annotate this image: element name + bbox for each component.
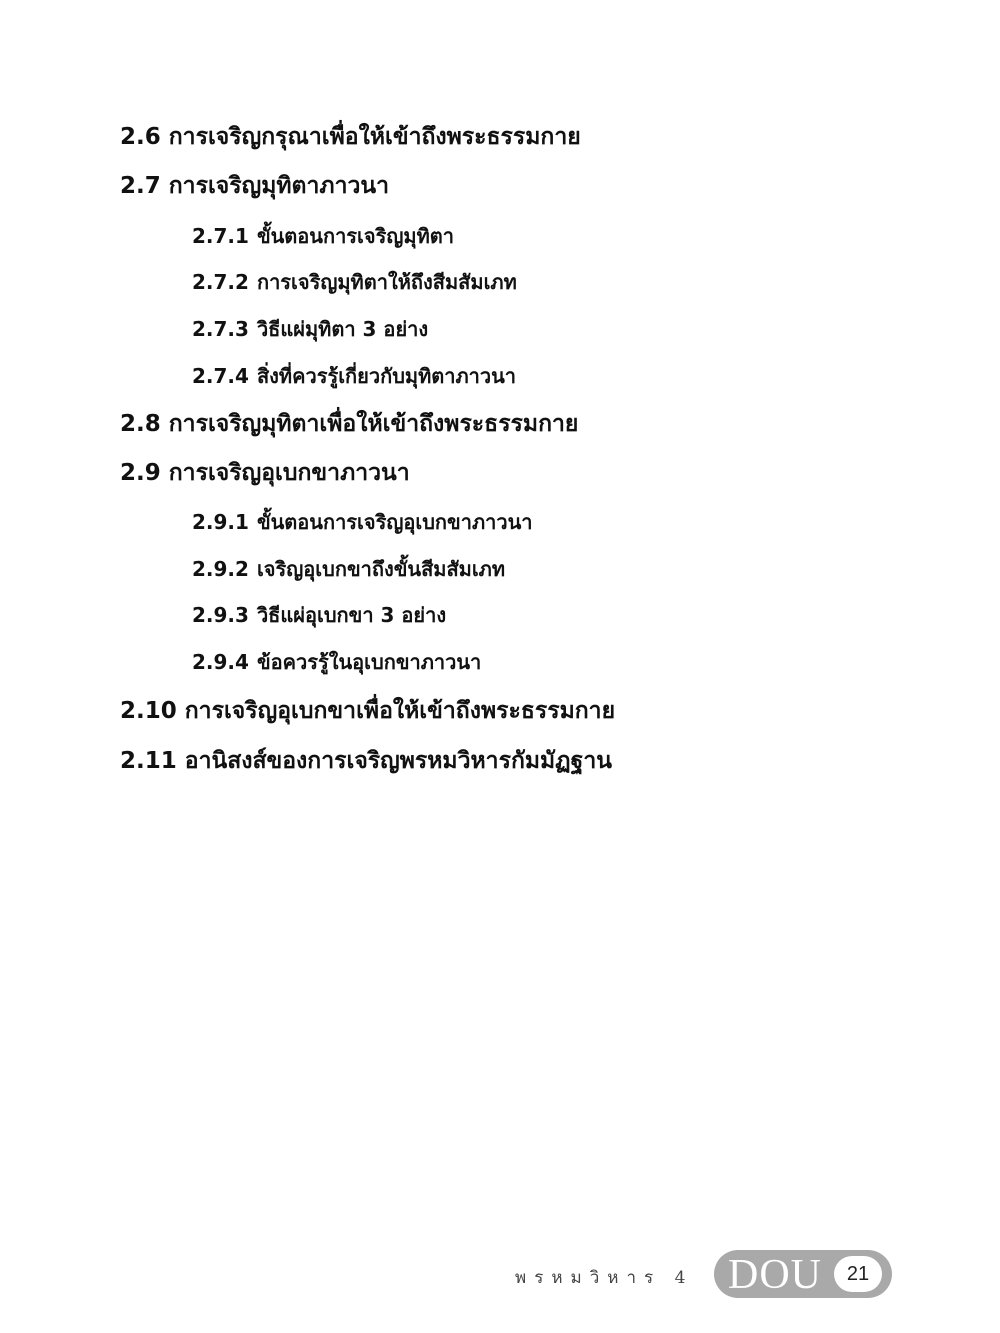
toc-entry-2-9 xyxy=(120,462,410,485)
toc-entry-number: 2.9.3 xyxy=(192,603,249,627)
toc-entry-title: ขั้นตอนการเจริญอุเบกขาภาวนา xyxy=(256,510,533,534)
toc-entry-2-9-4 xyxy=(192,652,481,672)
toc-entry-title: สิ่งที่ควรรู้เกี่ยวกับมุทิตาภาวนา xyxy=(256,364,517,388)
toc-entry-title: การเจริญมุทิตาให้ถึงสีมสัมเภท xyxy=(256,270,517,294)
toc-entry-title: การเจริญอุเบกขาเพื่อให้เข้าถึงพระธรรมกาย xyxy=(184,698,616,724)
toc-entry-number: 2.9.4 xyxy=(192,650,249,674)
toc-entry-number: 2.11 xyxy=(120,748,177,774)
toc-entry-title: เจริญอุเบกขาถึงขั้นสีมสัมเภท xyxy=(256,557,506,581)
toc-entry-number: 2.9.2 xyxy=(192,557,249,581)
toc-entry-2-7-2 xyxy=(192,272,517,292)
toc-entry-2-9-2 xyxy=(192,559,505,579)
toc-entry-2-9-3 xyxy=(192,605,446,625)
toc-entry-2-10 xyxy=(120,700,615,723)
toc-entry-title: การเจริญมุทิตาภาวนา xyxy=(168,173,390,199)
toc-entry-number: 2.7.4 xyxy=(192,364,249,388)
toc-entry-2-6 xyxy=(120,126,581,149)
toc-entry-title: วิธีแผ่มุทิตา 3 อย่าง xyxy=(256,317,429,341)
footer-book-title: พรหมวิหาร 4 xyxy=(515,1268,694,1288)
toc-entry-2-7-3 xyxy=(192,319,428,339)
toc-entry-2-7 xyxy=(120,175,389,198)
toc-entry-title: การเจริญกรุณาเพื่อให้เข้าถึงพระธรรมกาย xyxy=(168,124,581,150)
toc-entry-number: 2.9 xyxy=(120,460,161,486)
toc-entry-2-11 xyxy=(120,750,612,773)
toc-entry-2-7-1 xyxy=(192,226,454,246)
toc-entry-2-9-1 xyxy=(192,512,533,532)
toc-entry-number: 2.9.1 xyxy=(192,510,249,534)
toc-entry-number: 2.7 xyxy=(120,173,161,199)
toc-entry-number: 2.7.3 xyxy=(192,317,249,341)
toc-entry-number: 2.7.2 xyxy=(192,270,249,294)
toc-entry-number: 2.6 xyxy=(120,124,161,150)
toc-entry-title: การเจริญมุทิตาเพื่อให้เข้าถึงพระธรรมกาย xyxy=(168,411,579,437)
toc-entry-2-7-4 xyxy=(192,366,516,386)
toc-entry-number: 2.7.1 xyxy=(192,224,249,248)
toc-entry-title: การเจริญอุเบกขาภาวนา xyxy=(168,460,410,486)
page-number: 21 xyxy=(834,1256,882,1292)
toc-entry-2-8 xyxy=(120,413,578,436)
toc-entry-title: ข้อควรรู้ในอุเบกขาภาวนา xyxy=(256,650,482,674)
footer-badge xyxy=(714,1250,892,1298)
toc-entry-title: ขั้นตอนการเจริญมุทิตา xyxy=(256,224,454,248)
toc-entry-title: วิธีแผ่อุเบกขา 3 อย่าง xyxy=(256,603,447,627)
toc-entry-number: 2.8 xyxy=(120,411,161,437)
toc-entry-title: อานิสงส์ของการเจริญพรหมวิหารกัมมัฏฐาน xyxy=(184,748,612,774)
dou-logo: DOU xyxy=(728,1252,822,1298)
toc-entry-number: 2.10 xyxy=(120,698,177,724)
